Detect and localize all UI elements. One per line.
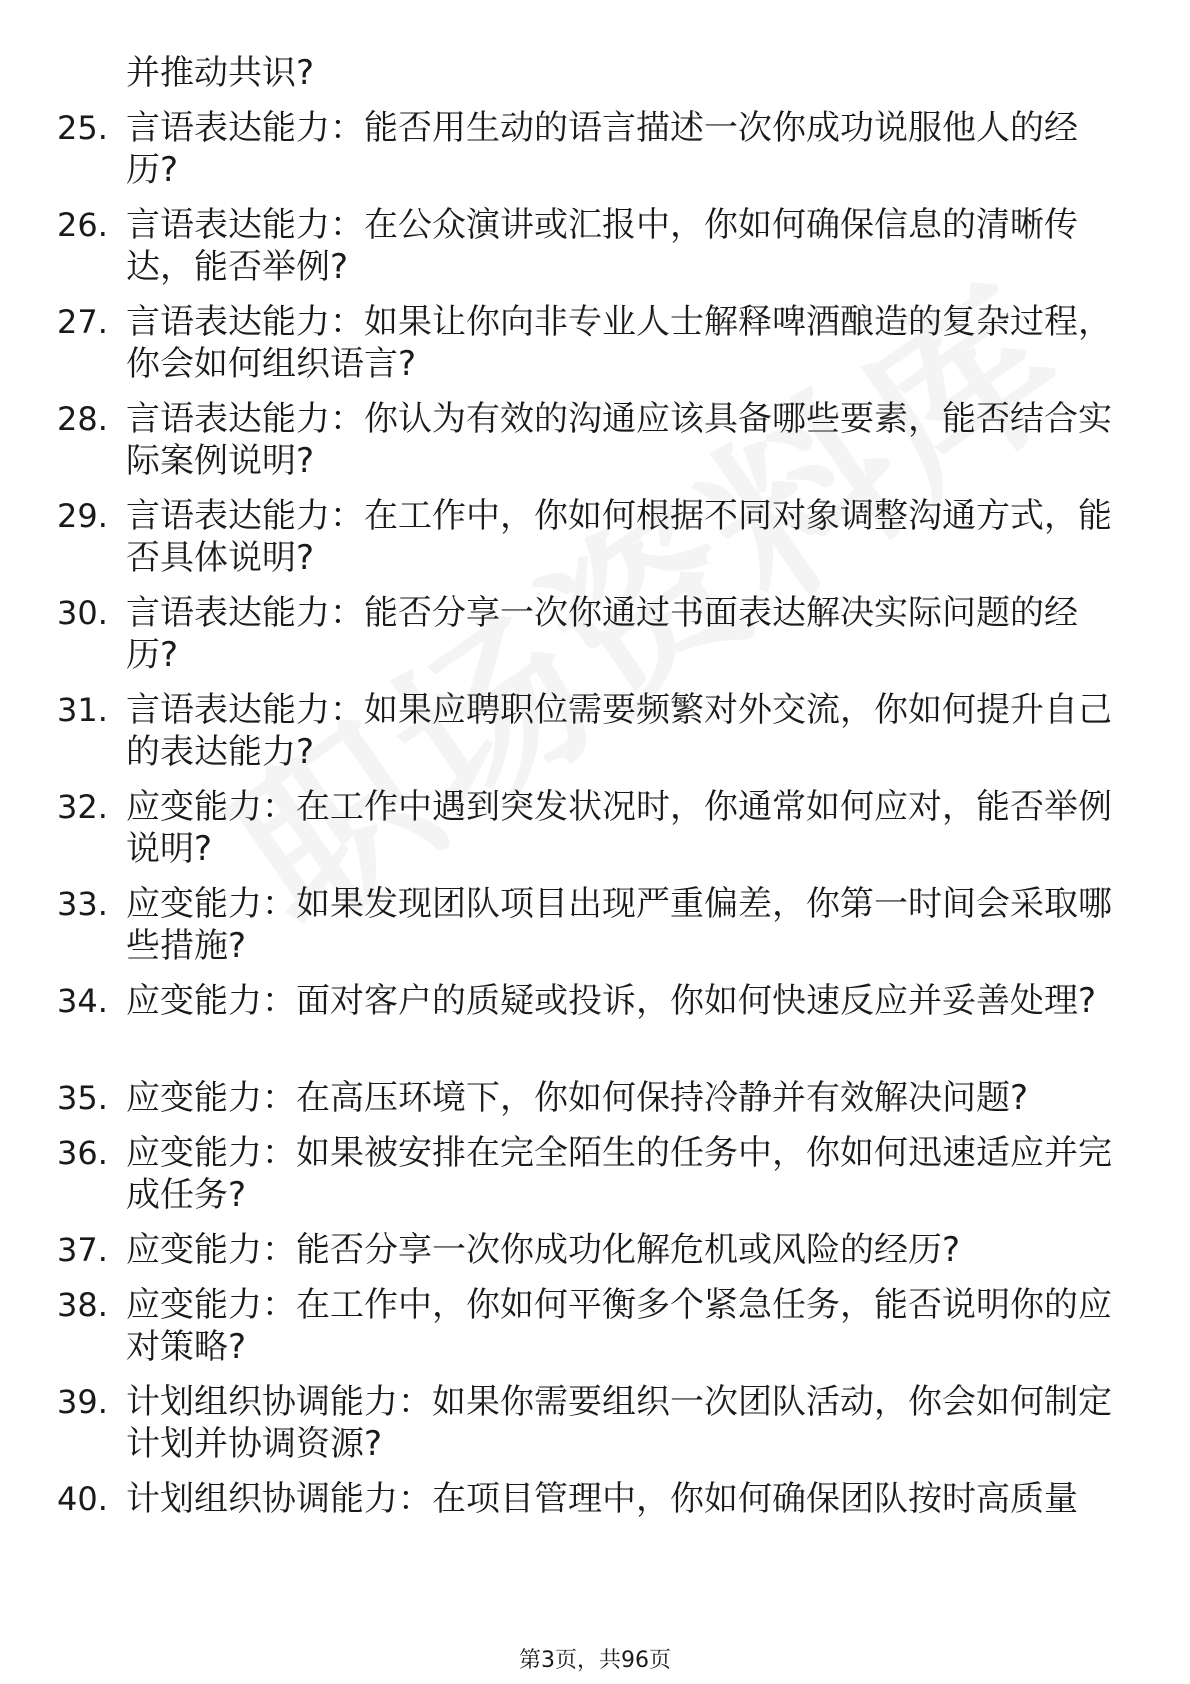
- question-text: 言语表达能力：如果让你向非专业人士解释啤酒酿造的复杂过程，你会如何组织语言?: [126, 302, 1112, 384]
- question-item: [0, 689, 1190, 773]
- question-item: [0, 301, 1190, 385]
- question-text: 应变能力：如果被安排在完全陌生的任务中，你如何迅速适应并完成任务?: [126, 1133, 1112, 1215]
- question-number: 35.: [57, 1079, 108, 1117]
- question-number: 30.: [57, 594, 108, 632]
- question-text: 计划组织协调能力：在项目管理中，你如何确保团队按时高质量: [126, 1479, 1078, 1519]
- question-text: 计划组织协调能力：如果你需要组织一次团队活动，你会如何制定计划并协调资源?: [126, 1382, 1112, 1464]
- question-item: [0, 398, 1190, 482]
- question-number: 28.: [57, 400, 108, 438]
- question-text: 言语表达能力：你认为有效的沟通应该具备哪些要素，能否结合实际案例说明?: [126, 399, 1112, 481]
- question-text: 应变能力：在工作中，你如何平衡多个紧急任务，能否说明你的应对策略?: [126, 1285, 1112, 1367]
- continuation-text: 并推动共识?: [126, 53, 315, 93]
- page-footer: 第3页，共96页: [519, 1648, 671, 1673]
- question-number: 27.: [57, 303, 108, 341]
- question-item: [0, 1132, 1190, 1216]
- question-text: 言语表达能力：如果应聘职位需要频繁对外交流，你如何提升自己的表达能力?: [126, 690, 1112, 772]
- question-text: 言语表达能力：能否用生动的语言描述一次你成功说服他人的经历?: [126, 108, 1078, 190]
- question-number: 40.: [57, 1480, 108, 1518]
- question-item: [0, 1381, 1190, 1465]
- question-number: 36.: [57, 1134, 108, 1172]
- question-number: 32.: [57, 788, 108, 826]
- question-number: 29.: [57, 497, 108, 535]
- question-item: [0, 592, 1190, 676]
- question-list: [0, 107, 1190, 1533]
- question-text: 应变能力：面对客户的质疑或投诉，你如何快速反应并妥善处理?: [126, 981, 1097, 1021]
- question-item: [0, 495, 1190, 579]
- question-text: 应变能力：能否分享一次你成功化解危机或风险的经历?: [126, 1230, 961, 1270]
- question-number: 38.: [57, 1286, 108, 1324]
- question-text: 言语表达能力：能否分享一次你通过书面表达解决实际问题的经历?: [126, 593, 1078, 675]
- question-item: [0, 1229, 1190, 1271]
- question-number: 34.: [57, 982, 108, 1020]
- question-text: 言语表达能力：在公众演讲或汇报中，你如何确保信息的清晰传达，能否举例?: [126, 205, 1078, 287]
- question-item: [0, 980, 1190, 1064]
- question-item: [0, 883, 1190, 967]
- question-number: 39.: [57, 1383, 108, 1421]
- question-number: 33.: [57, 885, 108, 923]
- question-item: [0, 204, 1190, 288]
- question-item: [0, 1077, 1190, 1119]
- question-number: 31.: [57, 691, 108, 729]
- question-text: 应变能力：如果发现团队项目出现严重偏差，你第一时间会采取哪些措施?: [126, 884, 1112, 966]
- question-item: [0, 786, 1190, 870]
- question-text: 应变能力：在工作中遇到突发状况时，你通常如何应对，能否举例说明?: [126, 787, 1112, 869]
- question-item: [0, 107, 1190, 191]
- question-item: [0, 1284, 1190, 1368]
- question-item: [0, 1478, 1190, 1520]
- question-number: 37.: [57, 1231, 108, 1269]
- question-number: 26.: [57, 206, 108, 244]
- question-text: 应变能力：在高压环境下，你如何保持冷静并有效解决问题?: [126, 1078, 1029, 1118]
- question-text: 言语表达能力：在工作中，你如何根据不同对象调整沟通方式，能否具体说明?: [126, 496, 1112, 578]
- question-number: 25.: [57, 109, 108, 147]
